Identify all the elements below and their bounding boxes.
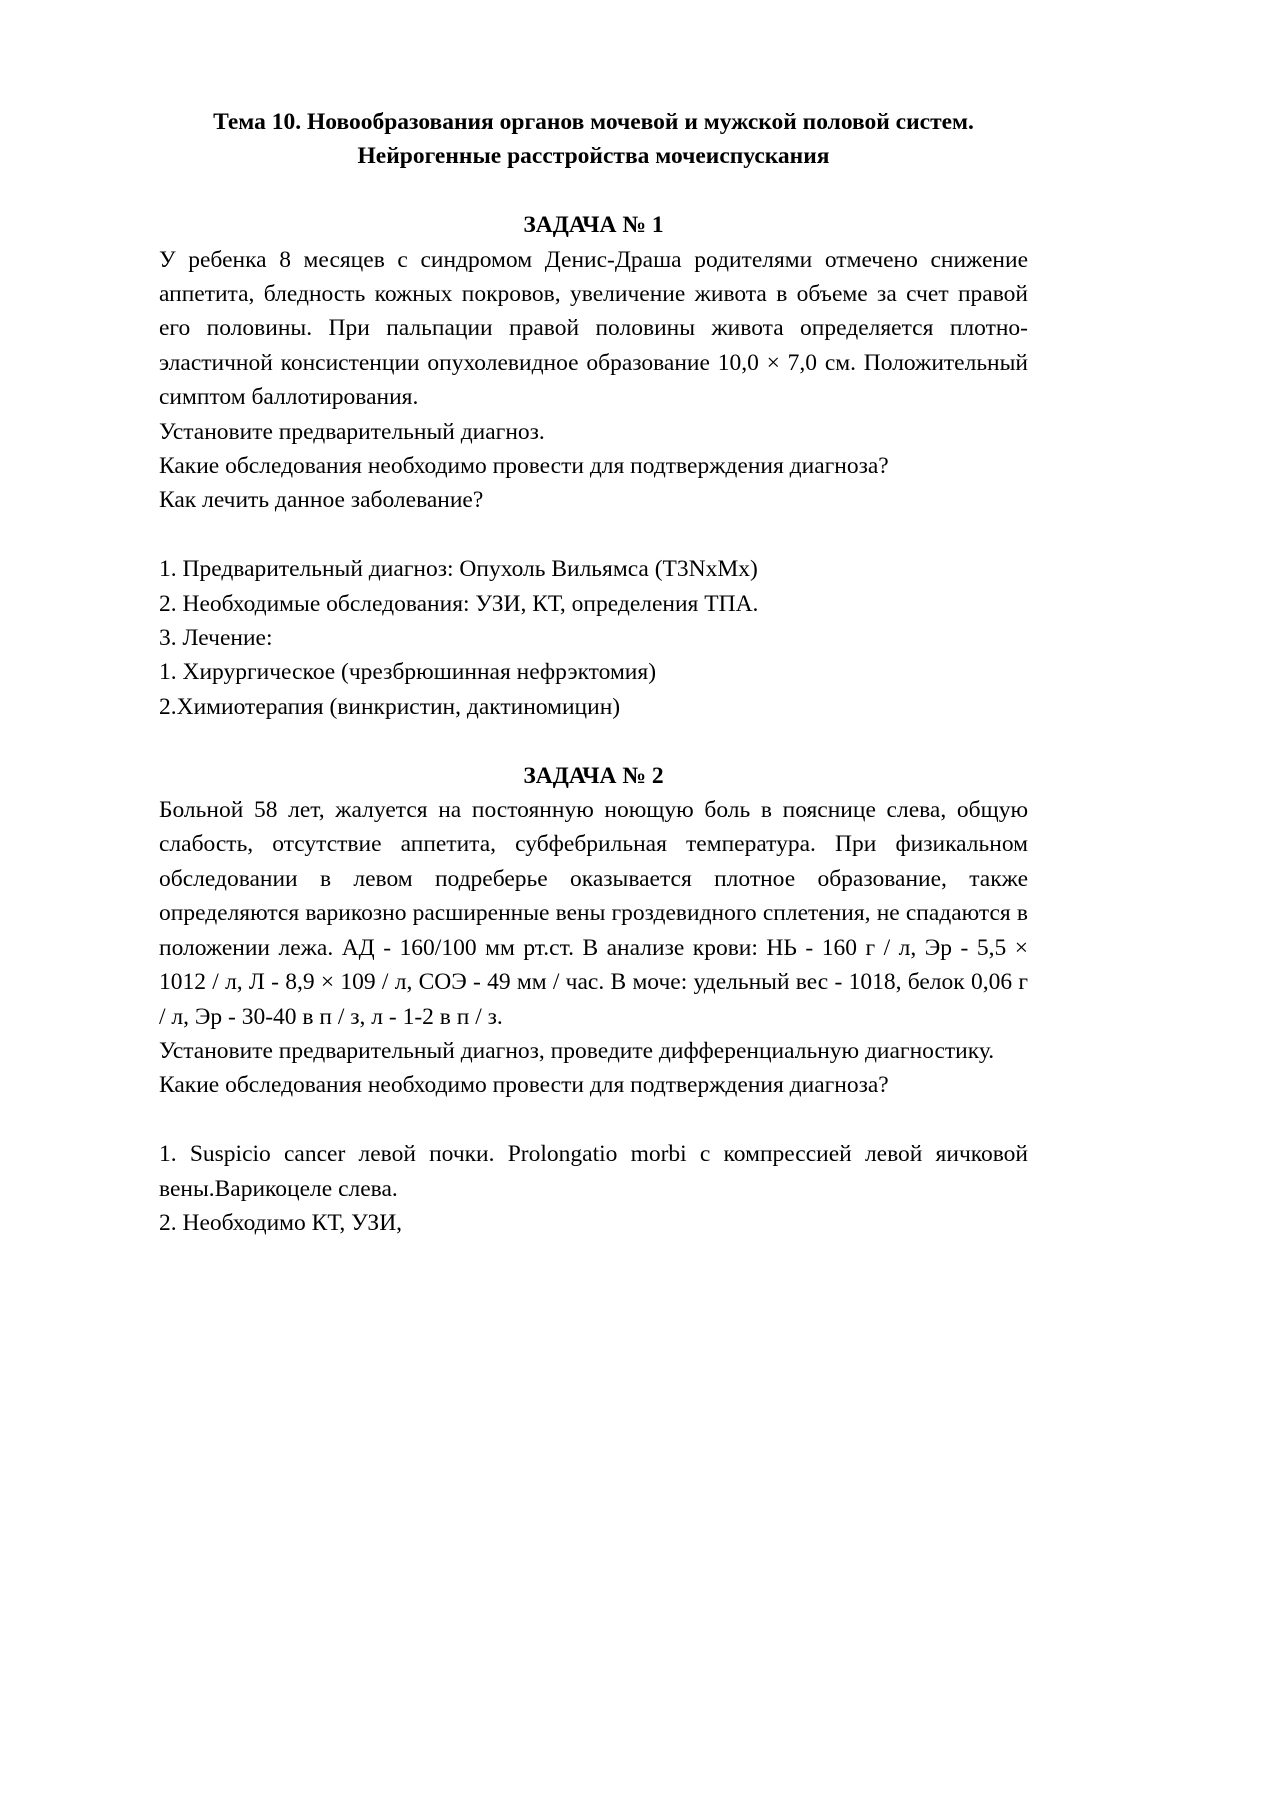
document-title-line-1: Тема 10. Новообразования органов мочевой и мужской половой систем. <box>213 109 974 135</box>
task-1-answer: 1. Хирургическое (чрезбрюшинная нефрэктомия) <box>159 659 657 686</box>
task-2 <box>159 759 1028 1241</box>
task-1-answers <box>159 552 1028 724</box>
spacer <box>159 518 1028 552</box>
task-2-description: Больной 58 лет, жалуется на постоянную ноющую боль в пояснице слева, общую слабость, отсутствие аппетита, субфебрильная температура. При физикальном обследовании в левом подреберье оказывается плотное образование, также определяются варикозно расширенные вены гроздевидного сплетения, не спадаются в положении лежа. АД - 160/100 мм рт.ст. В анализе крови: НЬ - 160 г / л, Эр - 5,5 × 1012 / л, Л - 8,9 × 109 / л, СОЭ - 49 мм / час. В моче: удельный вес - 1018, белок 0,06 г / л, Эр - 30-40 в п / з, л - 1-2 в п / з. <box>159 797 1028 1030</box>
task-1-heading: ЗАДАЧА № 1 <box>523 212 664 239</box>
task-1 <box>159 208 1028 724</box>
spacer <box>159 1103 1028 1137</box>
task-1-description: У ребенка 8 месяцев с синдромом Денис-Драша родителями отмечено снижение аппетита, бледность кожных покровов, увеличение живота в объеме за счет правой его половины. При пальпации правой половины живота определяется плотно-эластичной консистенции опухолевидное образование 10,0 × 7,0 см. Положительный симптом баллотирования. <box>159 246 1028 411</box>
task-2-answer-1: 1. Suspicio cancer левой почки. Prolongatio morbi с компрессией левой яичковой вены.Варикоцеле слева. <box>159 1141 1028 1202</box>
task-1-answer: 1. Предварительный диагноз: Опухоль Вильямса (T3NxMx) <box>159 556 758 583</box>
spacer <box>159 174 1028 208</box>
task-1-question-3: Как лечить данное заболевание? <box>159 487 484 514</box>
task-1-answer: 2.Химиотерапия (винкристин, дактиномицин) <box>159 693 621 720</box>
task-1-answer: 3. Лечение: <box>159 625 273 652</box>
task-2-answer-2: 2. Необходимо КТ, УЗИ, <box>159 1209 403 1236</box>
task-1-question-2: Какие обследования необходимо провести для подтверждения диагноза? <box>159 453 889 480</box>
task-2-question-2: Какие обследования необходимо провести для подтверждения диагноза? <box>159 1072 889 1099</box>
document-page <box>159 105 1028 1240</box>
task-2-heading: ЗАДАЧА № 2 <box>523 762 664 789</box>
task-1-answer: 2. Необходимые обследования: УЗИ, КТ, определения ТПА. <box>159 590 759 617</box>
spacer <box>159 724 1028 758</box>
document-title-line-2: Нейрогенные расстройства мочеиспускания <box>357 143 830 170</box>
task-1-question-1: Установите предварительный диагноз. <box>159 418 545 445</box>
task-2-question-1: Установите предварительный диагноз, проведите дифференциальную диагностику. <box>159 1037 995 1064</box>
